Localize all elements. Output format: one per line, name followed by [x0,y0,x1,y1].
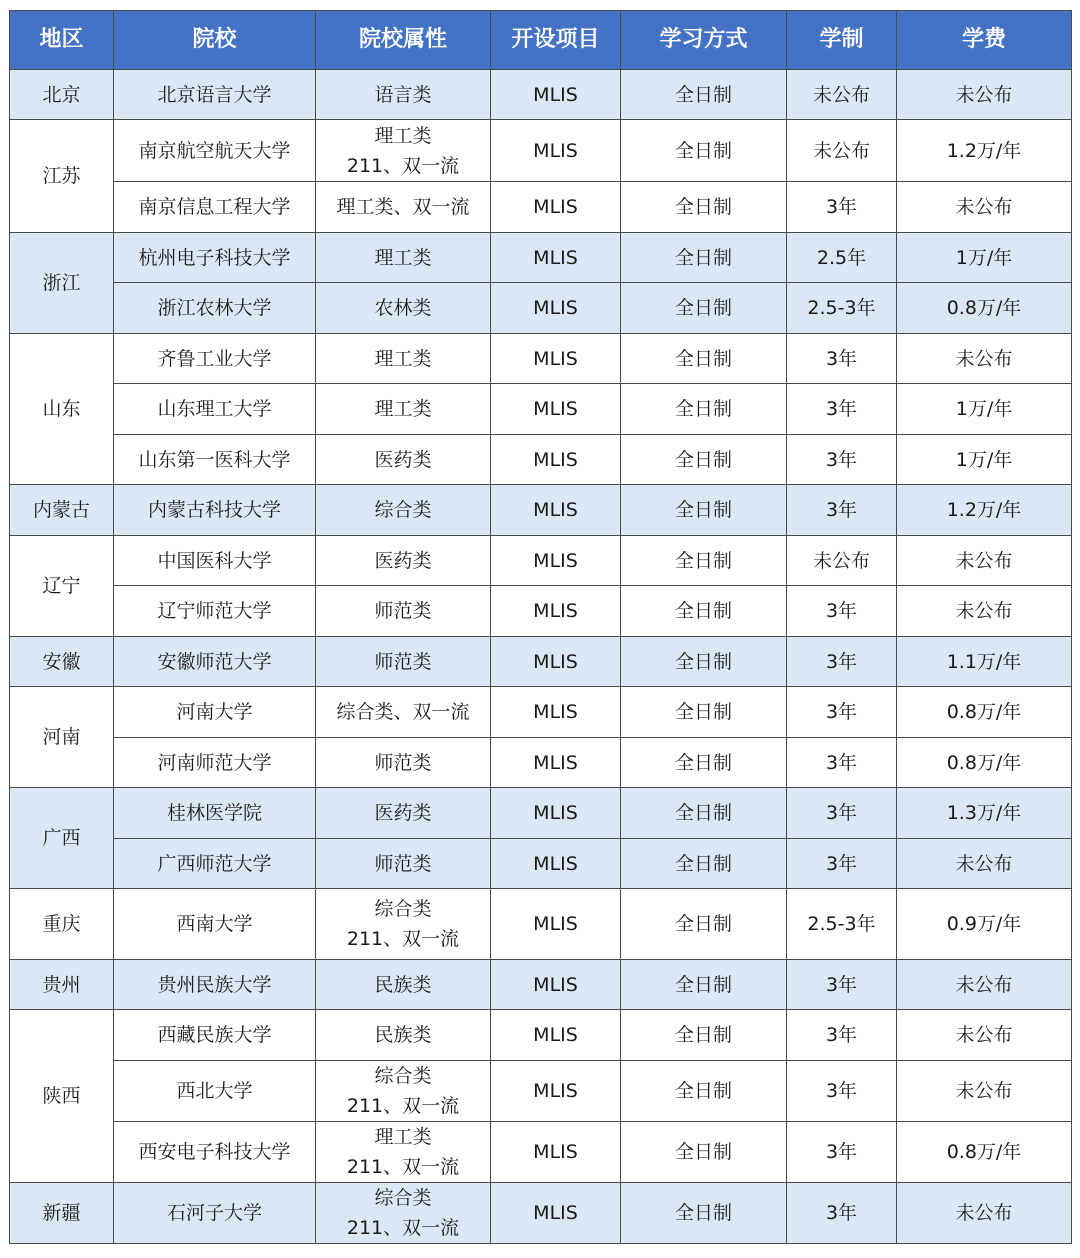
program-cell: MLIS [491,1010,621,1061]
program-cell: MLIS [491,738,621,788]
table-row [10,435,1072,485]
region-cell: 河南 [10,687,114,788]
fee-cell: 1.2万/年 [897,485,1072,536]
program-cell: MLIS [491,283,621,334]
program-cell: MLIS [491,637,621,687]
attribute-cell: 综合类 211、双一流 [316,1061,491,1122]
study-mode-cell: 全日制 [621,435,787,485]
program-cell: MLIS [491,1183,621,1244]
attribute-cell: 师范类 [316,839,491,889]
table-row [10,485,1072,536]
school-cell: 中国医科大学 [114,536,316,586]
table-row [10,536,1072,586]
region-cell: 山东 [10,334,114,485]
study-mode-cell: 全日制 [621,283,787,334]
school-cell: 安徽师范大学 [114,637,316,687]
fee-cell: 未公布 [897,1010,1072,1061]
attribute-cell: 语言类 [316,70,491,120]
attribute-cell: 医药类 [316,435,491,485]
program-cell: MLIS [491,435,621,485]
duration-cell: 3年 [787,1122,897,1183]
program-cell: MLIS [491,485,621,536]
program-cell: MLIS [491,889,621,960]
duration-cell: 3年 [787,1010,897,1061]
study-mode-cell: 全日制 [621,960,787,1010]
attribute-cell: 理工类 [316,233,491,283]
region-cell: 陕西 [10,1010,114,1183]
school-cell: 广西师范大学 [114,839,316,889]
university-table [9,10,1072,1244]
fee-cell: 未公布 [897,839,1072,889]
attribute-cell: 综合类 211、双一流 [316,1183,491,1244]
program-cell: MLIS [491,182,621,233]
duration-cell: 3年 [787,960,897,1010]
study-mode-cell: 全日制 [621,839,787,889]
region-cell: 内蒙古 [10,485,114,536]
fee-cell: 1万/年 [897,233,1072,283]
table-row [10,283,1072,334]
school-cell: 西安电子科技大学 [114,1122,316,1183]
table-row [10,586,1072,637]
duration-cell: 3年 [787,687,897,738]
fee-cell: 0.8万/年 [897,687,1072,738]
program-cell: MLIS [491,233,621,283]
fee-cell: 未公布 [897,1183,1072,1244]
table-row [10,1010,1072,1061]
region-cell: 广西 [10,788,114,889]
attribute-cell: 综合类、双一流 [316,687,491,738]
duration-cell: 3年 [787,485,897,536]
school-cell: 北京语言大学 [114,70,316,120]
school-cell: 山东理工大学 [114,384,316,435]
duration-cell: 3年 [787,586,897,637]
program-cell: MLIS [491,1122,621,1183]
attribute-cell: 理工类 [316,334,491,384]
table-row [10,687,1072,738]
duration-cell: 3年 [787,839,897,889]
region-cell: 贵州 [10,960,114,1010]
fee-cell: 1.2万/年 [897,120,1072,182]
study-mode-cell: 全日制 [621,536,787,586]
attribute-cell: 理工类 [316,384,491,435]
table-row [10,384,1072,435]
attribute-cell: 理工类 211、双一流 [316,120,491,182]
attribute-cell: 理工类 211、双一流 [316,1122,491,1183]
study-mode-cell: 全日制 [621,233,787,283]
fee-cell: 未公布 [897,334,1072,384]
fee-cell: 未公布 [897,1061,1072,1122]
school-cell: 西南大学 [114,889,316,960]
fee-cell: 1万/年 [897,384,1072,435]
fee-cell: 未公布 [897,70,1072,120]
duration-cell: 未公布 [787,120,897,182]
fee-cell: 1.1万/年 [897,637,1072,687]
duration-cell: 2.5年 [787,233,897,283]
attribute-cell: 民族类 [316,1010,491,1061]
school-cell: 南京信息工程大学 [114,182,316,233]
table-row [10,334,1072,384]
table-row [10,738,1072,788]
school-cell: 河南师范大学 [114,738,316,788]
table-row [10,839,1072,889]
study-mode-cell: 全日制 [621,687,787,738]
school-cell: 内蒙古科技大学 [114,485,316,536]
table-row [10,182,1072,233]
attribute-cell: 医药类 [316,536,491,586]
table-row [10,1061,1072,1122]
duration-cell: 3年 [787,1183,897,1244]
program-cell: MLIS [491,687,621,738]
fee-cell: 1.3万/年 [897,788,1072,839]
attribute-cell: 综合类 [316,485,491,536]
study-mode-cell: 全日制 [621,1183,787,1244]
duration-cell: 3年 [787,182,897,233]
duration-cell: 3年 [787,788,897,839]
header-attribute: 院校属性 [316,11,491,70]
duration-cell: 3年 [787,637,897,687]
table-row [10,960,1072,1010]
fee-cell: 未公布 [897,586,1072,637]
study-mode-cell: 全日制 [621,120,787,182]
fee-cell: 未公布 [897,182,1072,233]
header-school: 院校 [114,11,316,70]
duration-cell: 3年 [787,384,897,435]
school-cell: 西藏民族大学 [114,1010,316,1061]
attribute-cell: 师范类 [316,637,491,687]
study-mode-cell: 全日制 [621,586,787,637]
study-mode-cell: 全日制 [621,70,787,120]
study-mode-cell: 全日制 [621,1010,787,1061]
study-mode-cell: 全日制 [621,788,787,839]
school-cell: 河南大学 [114,687,316,738]
school-cell: 山东第一医科大学 [114,435,316,485]
program-cell: MLIS [491,960,621,1010]
fee-cell: 0.9万/年 [897,889,1072,960]
school-cell: 桂林医学院 [114,788,316,839]
duration-cell: 3年 [787,435,897,485]
program-cell: MLIS [491,70,621,120]
region-cell: 浙江 [10,233,114,334]
study-mode-cell: 全日制 [621,384,787,435]
table-row [10,70,1072,120]
table-row [10,233,1072,283]
table-row [10,889,1072,960]
fee-cell: 0.8万/年 [897,1122,1072,1183]
school-cell: 石河子大学 [114,1183,316,1244]
program-cell: MLIS [491,1061,621,1122]
header-fee: 学费 [897,11,1072,70]
duration-cell: 2.5-3年 [787,889,897,960]
school-cell: 齐鲁工业大学 [114,334,316,384]
table-row [10,1183,1072,1244]
attribute-cell: 理工类、双一流 [316,182,491,233]
header-study-mode: 学习方式 [621,11,787,70]
program-cell: MLIS [491,536,621,586]
school-cell: 辽宁师范大学 [114,586,316,637]
table-row [10,637,1072,687]
table-row [10,1122,1072,1183]
duration-cell: 3年 [787,738,897,788]
header-duration: 学制 [787,11,897,70]
duration-cell: 3年 [787,1061,897,1122]
duration-cell: 3年 [787,334,897,384]
table-body [10,70,1072,1244]
study-mode-cell: 全日制 [621,334,787,384]
program-cell: MLIS [491,120,621,182]
attribute-cell: 农林类 [316,283,491,334]
study-mode-cell: 全日制 [621,889,787,960]
header-region: 地区 [10,11,114,70]
school-cell: 西北大学 [114,1061,316,1122]
school-cell: 杭州电子科技大学 [114,233,316,283]
program-cell: MLIS [491,586,621,637]
fee-cell: 未公布 [897,960,1072,1010]
program-cell: MLIS [491,384,621,435]
fee-cell: 0.8万/年 [897,283,1072,334]
fee-cell: 0.8万/年 [897,738,1072,788]
school-cell: 南京航空航天大学 [114,120,316,182]
duration-cell: 2.5-3年 [787,283,897,334]
region-cell: 江苏 [10,120,114,233]
program-cell: MLIS [491,788,621,839]
duration-cell: 未公布 [787,70,897,120]
header-program: 开设项目 [491,11,621,70]
attribute-cell: 医药类 [316,788,491,839]
school-cell: 贵州民族大学 [114,960,316,1010]
study-mode-cell: 全日制 [621,1122,787,1183]
school-cell: 浙江农林大学 [114,283,316,334]
study-mode-cell: 全日制 [621,637,787,687]
attribute-cell: 师范类 [316,586,491,637]
header-row [10,11,1072,70]
region-cell: 新疆 [10,1183,114,1244]
program-cell: MLIS [491,334,621,384]
study-mode-cell: 全日制 [621,182,787,233]
attribute-cell: 民族类 [316,960,491,1010]
table-row [10,120,1072,182]
attribute-cell: 综合类 211、双一流 [316,889,491,960]
study-mode-cell: 全日制 [621,485,787,536]
duration-cell: 未公布 [787,536,897,586]
region-cell: 安徽 [10,637,114,687]
region-cell: 重庆 [10,889,114,960]
program-cell: MLIS [491,839,621,889]
table-row [10,788,1072,839]
attribute-cell: 师范类 [316,738,491,788]
fee-cell: 1万/年 [897,435,1072,485]
region-cell: 北京 [10,70,114,120]
study-mode-cell: 全日制 [621,1061,787,1122]
region-cell: 辽宁 [10,536,114,637]
fee-cell: 未公布 [897,536,1072,586]
study-mode-cell: 全日制 [621,738,787,788]
